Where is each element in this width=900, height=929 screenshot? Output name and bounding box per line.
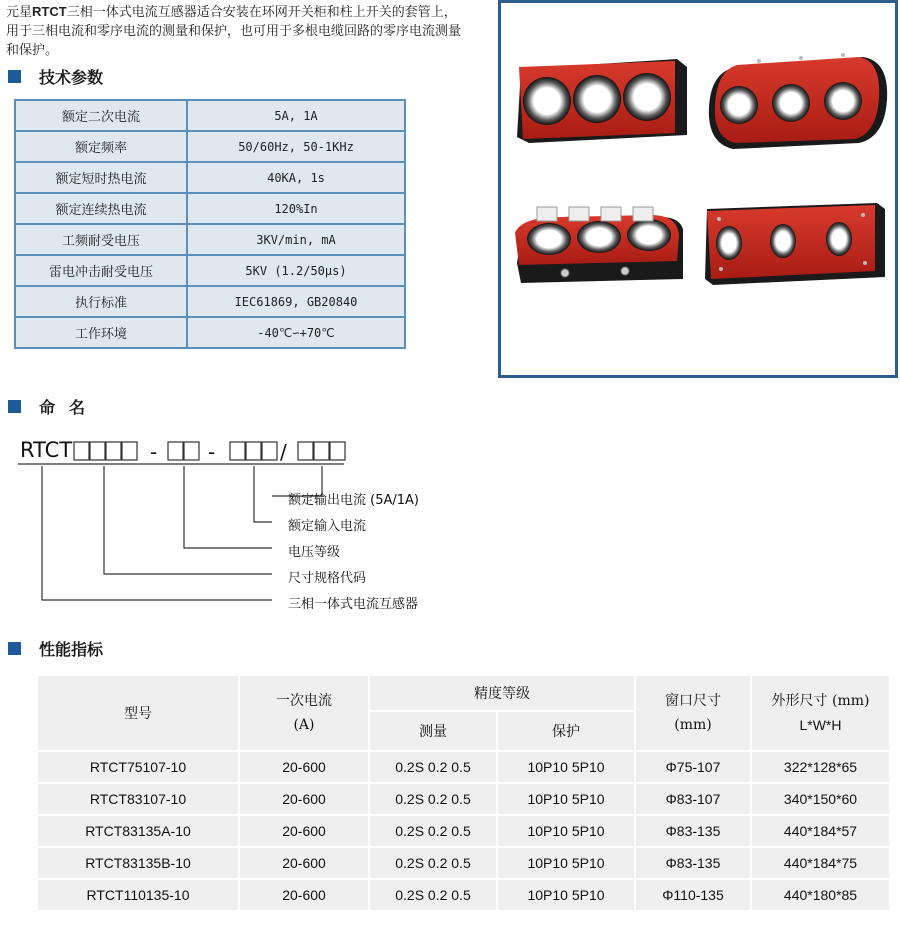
cell-model: RTCT83135A-10 xyxy=(37,815,239,847)
section-square-icon xyxy=(8,642,21,655)
cell-current: 20-600 xyxy=(239,815,369,847)
spec-value: 5A, 1A xyxy=(188,101,404,130)
spec-row xyxy=(16,256,404,285)
header-primary-current-label: 一次电流 xyxy=(276,693,332,709)
cell-outer: 440*180*85 xyxy=(751,879,890,911)
intro-text: 三相一体式电流互感器适合安装在环网开关柜和柱上开关的套管上，用于三相电流和零序电流的测量和保护，也可用于多根电缆回路的零序电流测量和保护。 xyxy=(6,5,462,58)
cell-outer: 440*184*57 xyxy=(751,815,890,847)
spec-row xyxy=(16,132,404,161)
product-photo xyxy=(498,0,898,378)
cell-window: Φ75-107 xyxy=(635,751,751,783)
naming-prefix: RTCT xyxy=(20,438,73,462)
cell-protect: 10P10 5P10 xyxy=(497,879,635,911)
ct-unit-4 xyxy=(705,203,885,285)
section-title-tech xyxy=(8,66,103,86)
naming-label-type: 三相一体式电流互感器 xyxy=(288,597,419,612)
section-label: 技术参数 xyxy=(39,67,104,87)
naming-diagram xyxy=(0,420,480,620)
section-square-icon xyxy=(8,400,21,413)
spec-key: 工作环境 xyxy=(16,318,186,347)
header-protect: 保护 xyxy=(497,711,635,751)
ct-unit-1 xyxy=(517,59,687,143)
cell-measure: 0.2S 0.2 0.5 xyxy=(369,751,497,783)
cell-model: RTCT110135-10 xyxy=(37,879,239,911)
spec-row xyxy=(16,287,404,316)
cell-outer: 322*128*65 xyxy=(751,751,890,783)
intro-lead: 元星 xyxy=(6,5,33,20)
cell-model: RTCT75107-10 xyxy=(37,751,239,783)
table-row xyxy=(37,783,890,815)
header-measure: 测量 xyxy=(369,711,497,751)
header-primary-current xyxy=(239,675,369,751)
spec-value: 3KV/min, mA xyxy=(188,225,404,254)
spec-value: 50/60Hz, 50-1KHz xyxy=(188,132,404,161)
cell-window: Φ83-135 xyxy=(635,815,751,847)
spec-key: 额定二次电流 xyxy=(16,101,186,130)
section-title-performance xyxy=(8,638,103,658)
cell-protect: 10P10 5P10 xyxy=(497,751,635,783)
header-accuracy: 精度等级 xyxy=(369,675,635,711)
header-window-label: 窗口尺寸 xyxy=(665,693,721,709)
intro-model: RTCT xyxy=(32,4,67,19)
product-photo-drawing xyxy=(501,3,895,375)
naming-label-voltage: 电压等级 xyxy=(288,545,341,560)
spec-value: -40℃∽+70℃ xyxy=(188,318,404,347)
spec-row xyxy=(16,163,404,192)
header-outer-label: 外形尺寸 (mm) xyxy=(771,693,870,709)
spec-row xyxy=(16,225,404,254)
performance-table xyxy=(36,674,891,912)
table-row xyxy=(37,815,890,847)
spec-key: 雷电冲击耐受电压 xyxy=(16,256,186,285)
cell-current: 20-600 xyxy=(239,879,369,911)
naming-label-size: 尺寸规格代码 xyxy=(288,571,367,586)
cell-model: RTCT83135B-10 xyxy=(37,847,239,879)
cell-measure: 0.2S 0.2 0.5 xyxy=(369,815,497,847)
header-primary-current-unit: (A) xyxy=(293,717,315,733)
table-row xyxy=(37,847,890,879)
section-label: 命名 xyxy=(39,397,100,417)
spec-row xyxy=(16,194,404,223)
header-window-unit: (mm) xyxy=(674,717,712,733)
cell-measure: 0.2S 0.2 0.5 xyxy=(369,879,497,911)
cell-protect: 10P10 5P10 xyxy=(497,783,635,815)
intro-paragraph xyxy=(6,2,466,60)
spec-key: 额定频率 xyxy=(16,132,186,161)
spec-row xyxy=(16,318,404,347)
spec-key: 执行标准 xyxy=(16,287,186,316)
spec-key: 额定连续热电流 xyxy=(16,194,186,223)
cell-current: 20-600 xyxy=(239,783,369,815)
cell-outer: 340*150*60 xyxy=(751,783,890,815)
naming-dash-2: - xyxy=(208,440,216,464)
ct-unit-3 xyxy=(515,207,683,283)
cell-protect: 10P10 5P10 xyxy=(497,847,635,879)
spec-value: 40KA, 1s xyxy=(188,163,404,192)
section-title-naming xyxy=(8,396,99,416)
cell-measure: 0.2S 0.2 0.5 xyxy=(369,783,497,815)
table-row xyxy=(37,751,890,783)
naming-dash-1: - xyxy=(150,440,158,464)
naming-slash: / xyxy=(280,440,287,464)
cell-window: Φ83-107 xyxy=(635,783,751,815)
section-label: 性能指标 xyxy=(39,639,104,659)
cell-outer: 440*184*75 xyxy=(751,847,890,879)
cell-protect: 10P10 5P10 xyxy=(497,815,635,847)
table-row xyxy=(37,879,890,911)
header-model: 型号 xyxy=(37,675,239,751)
cell-model: RTCT83107-10 xyxy=(37,783,239,815)
cell-current: 20-600 xyxy=(239,847,369,879)
naming-label-input: 额定输入电流 xyxy=(288,519,367,534)
spec-table xyxy=(14,99,406,349)
cell-measure: 0.2S 0.2 0.5 xyxy=(369,847,497,879)
spec-key: 额定短时热电流 xyxy=(16,163,186,192)
naming-label-output: 额定输出电流 (5A/1A) xyxy=(288,493,419,508)
cell-window: Φ83-135 xyxy=(635,847,751,879)
cell-window: Φ110-135 xyxy=(635,879,751,911)
spec-value: 5KV (1.2/50μs) xyxy=(188,256,404,285)
header-outer xyxy=(751,675,890,751)
section-square-icon xyxy=(8,70,21,83)
spec-value: 120%In xyxy=(188,194,404,223)
spec-value: IEC61869, GB20840 xyxy=(188,287,404,316)
spec-row xyxy=(16,101,404,130)
header-window xyxy=(635,675,751,751)
naming-lines xyxy=(0,420,480,620)
cell-current: 20-600 xyxy=(239,751,369,783)
ct-unit-2 xyxy=(709,53,887,149)
header-outer-dims: L*W*H xyxy=(799,717,842,733)
spec-key: 工频耐受电压 xyxy=(16,225,186,254)
